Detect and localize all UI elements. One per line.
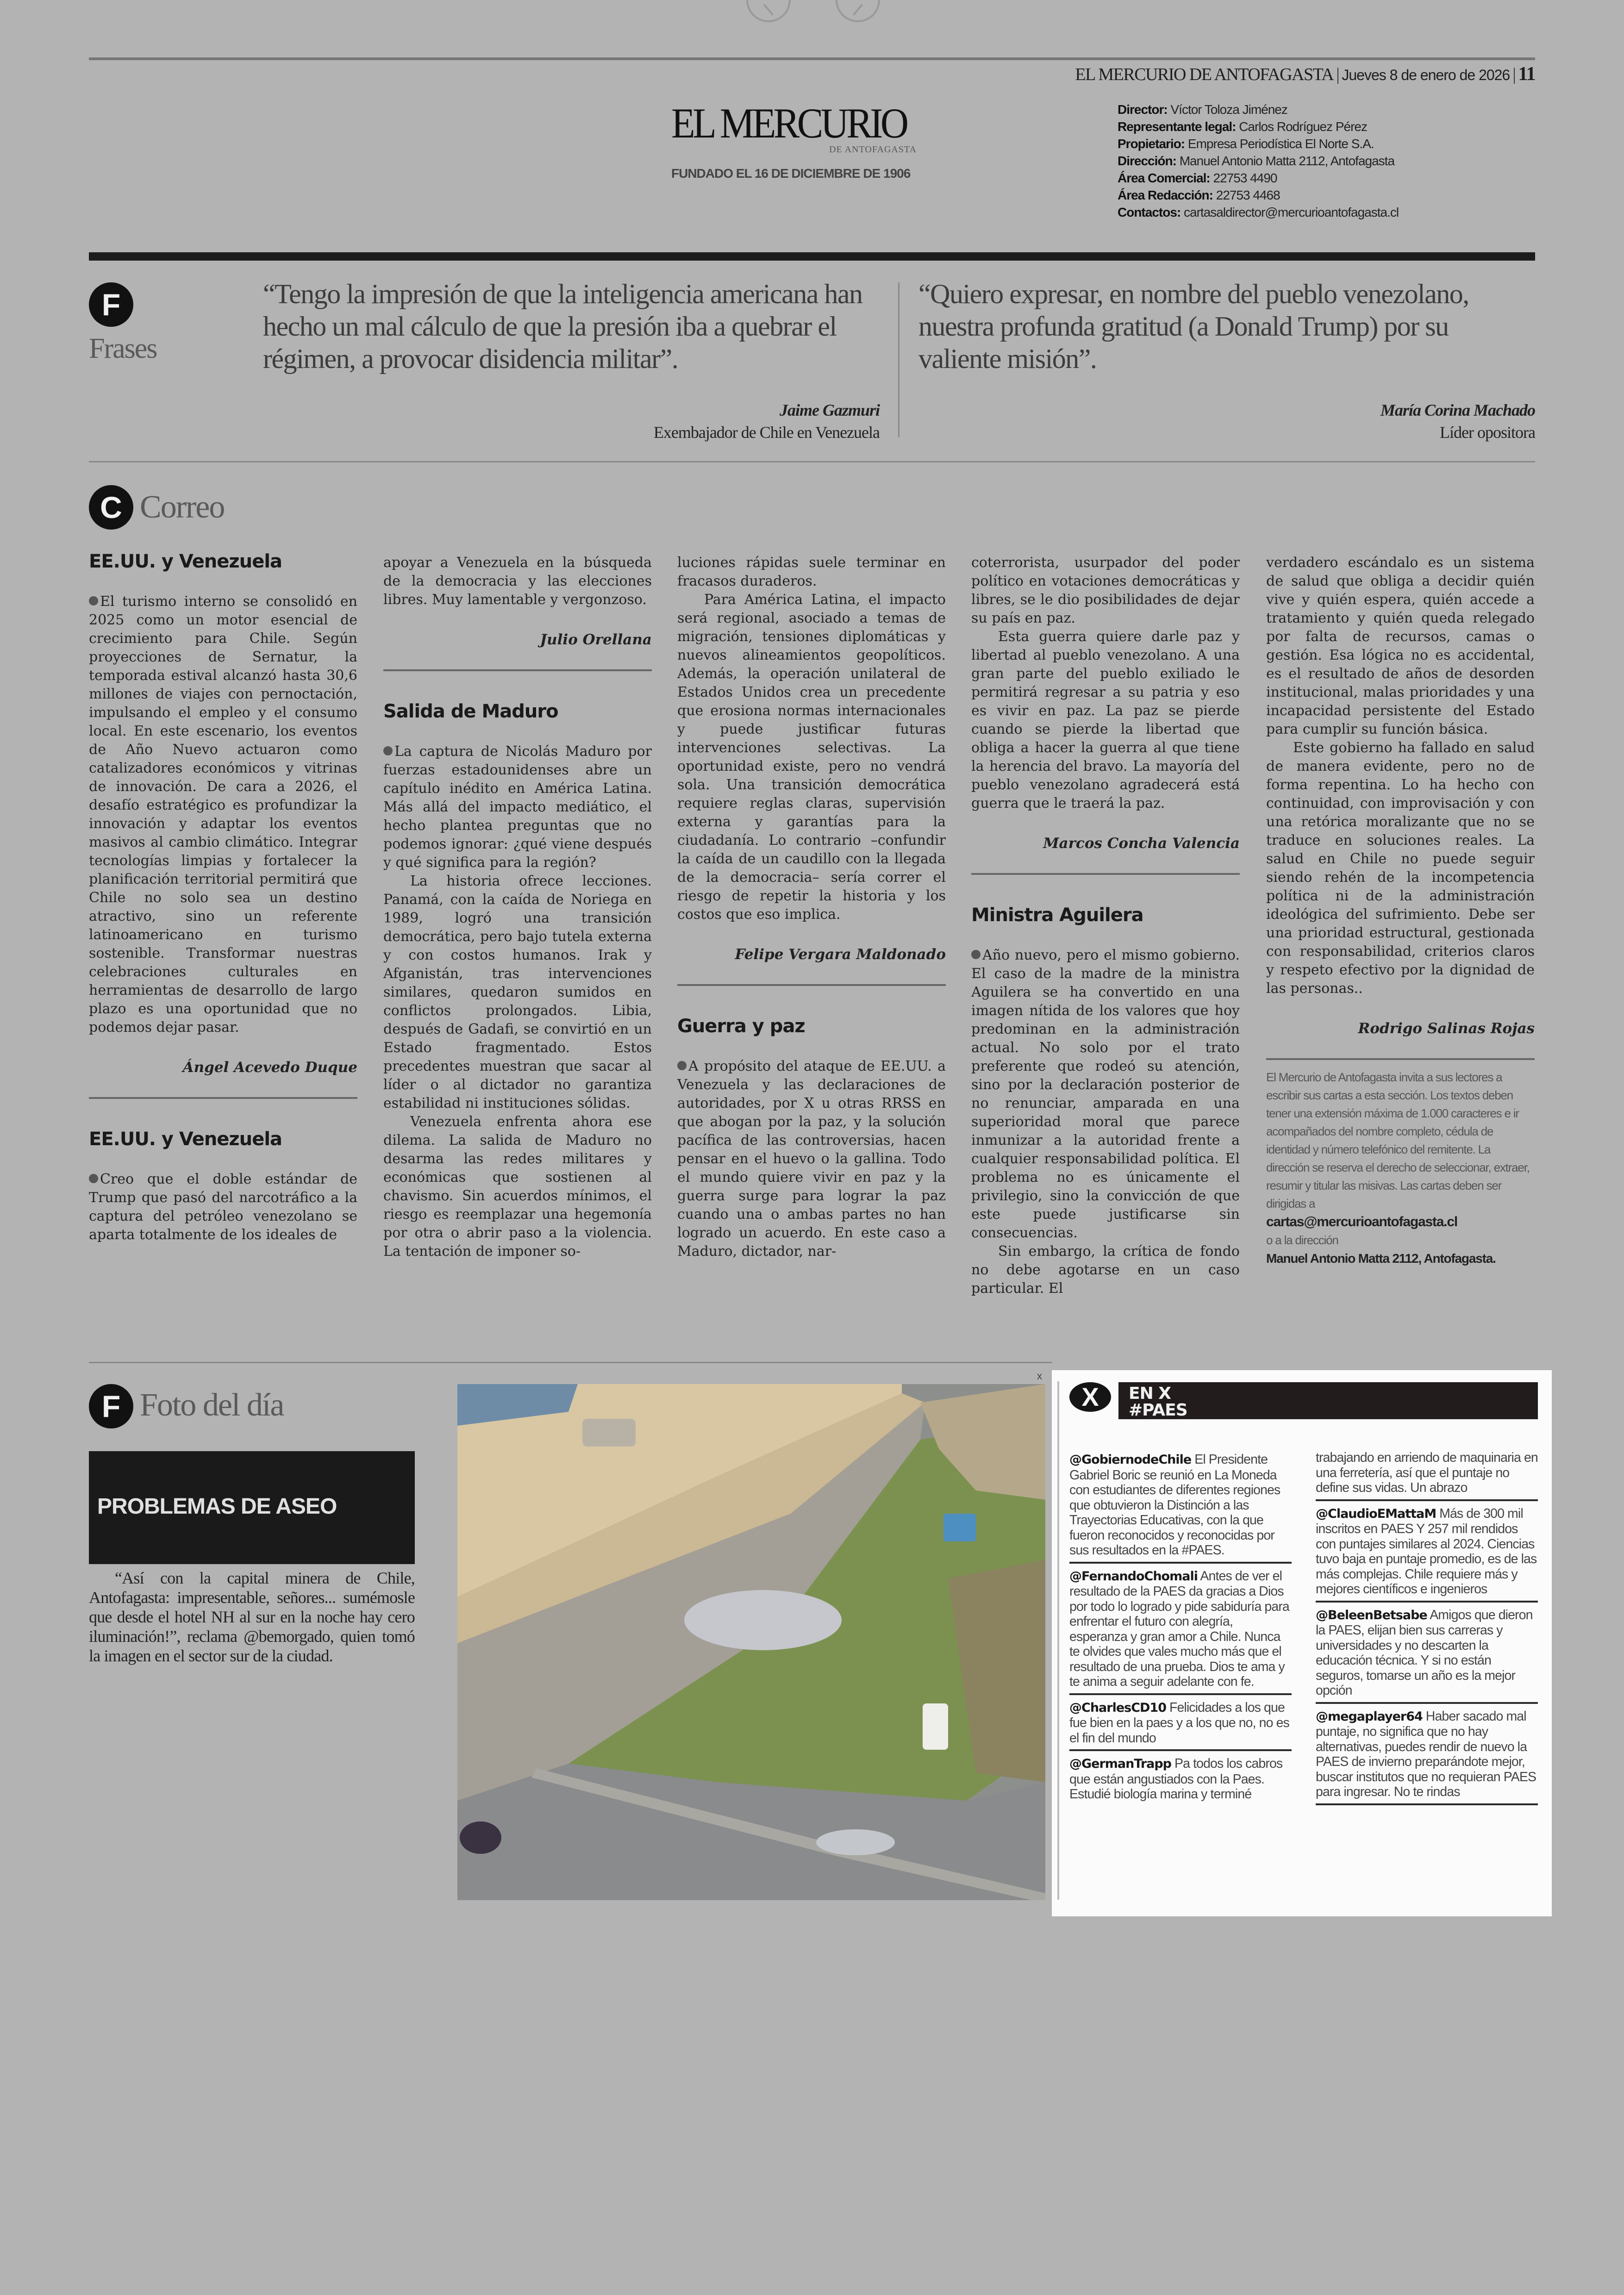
- section-divider: [89, 252, 1535, 261]
- folio: EL MERCURIO DE ANTOFAGASTA | Jueves 8 de enero de 2026 | 11: [1075, 63, 1535, 85]
- tweet-item: [1316, 1606, 1538, 1704]
- x-logo-icon: X: [1069, 1382, 1111, 1412]
- letter-heading: EE.UU. y Venezuela: [89, 1129, 282, 1150]
- panel-left-rule: [1057, 1381, 1059, 1900]
- quote-author: María Corina Machado: [1380, 401, 1535, 419]
- tweet-item: [1069, 1699, 1292, 1752]
- top-rule: [89, 57, 1535, 60]
- tweet-text: Pa todos los cabros que están angustiados con la Paes. Estudié biología marina y terminé: [1069, 1756, 1283, 1802]
- letter-body: Esta guerra quiere darle paz y libertad al pueblo venezolano. A una gran parte del pueblo exiliado le permitirá regresar a su patria y eso es vivir en paz. La paz se pierde cuando se pierde la libertad que obliga a hacer la guerra al que tiene la herencia del bravo. La mayoría del pueblo venezolano agradecerá está guerra que le traerá la paz.: [971, 629, 1240, 811]
- photo-caption: “Así con la capital minera de Chile, Antofagasta: impresentable, señores... sumémosle que desde el hotel NH al sur en la noche hay cero iluminación!”, reclama @bemorgado, quien tomó la imagen en el sector sur de la ciudad.: [89, 1569, 415, 1665]
- quote-attribution: [654, 399, 880, 443]
- tweet-item: [1069, 1451, 1292, 1564]
- letters-column-3: [677, 554, 946, 1261]
- letter-body: coterrorista, usurpador del poder político en votaciones democráticas y libres, se le dio posibilidades de dejar su país en paz.: [971, 555, 1240, 626]
- credit-director: Director: Víctor Toloza Jiménez: [1118, 102, 1287, 117]
- photo-headline-box: [89, 1451, 415, 1564]
- tweets-column-right: [1316, 1449, 1538, 1809]
- correo-section-title: Correo: [140, 489, 225, 525]
- letter-body: Este gobierno ha fallado en salud de manera evidente, pero no de forma repentina. Lo ha hecho con continuidad, con improvisación y con una retórica moralizante que no se traduce en soluciones reales. La salud en Chile no puede seguir siendo rehén de la incompetencia política ni de la administración ideológica del sufrimiento. Debe ser una prioridad estructural, gestionada con responsabilidad, criterios claros y respeto efectivo por la dignidad de las personas..: [1266, 740, 1535, 997]
- contact-email-link[interactable]: cartasaldirector@mercurioantofagasta.cl: [1184, 205, 1399, 219]
- letter-body: La historia ofrece lecciones. Panamá, con la caída de Noriega en 1989, logró una transición democrática, pero bajo tutela externa y con costos humanos. Irak y Afganistán, tras intervenciones similares, quedaron sumidos en conflictos prolongados. Libia, después de Gadafi, se convirtió en un Estado fragmentado. Estos precedentes muestran que sacar al líder o al dictador no garantiza estabilidad ni instituciones sólidas.: [383, 873, 652, 1111]
- letter-heading: Guerra y paz: [677, 1016, 805, 1037]
- letters-column-2: [383, 554, 652, 1261]
- tweet-item: [1316, 1708, 1538, 1805]
- correo-badge-icon: C: [89, 485, 133, 530]
- correo-bottom-rule: [89, 1362, 1052, 1363]
- tweet-handle[interactable]: @GobiernodeChile: [1069, 1453, 1192, 1467]
- page-number: 11: [1518, 63, 1535, 85]
- frases-bottom-rule: [89, 461, 1535, 462]
- letter-body: Año nuevo, pero el mismo gobierno. El caso de la madre de la ministra Aguilera se ha convertido en una imagen nítida de los valores que hoy predominan en la administración actual. No solo por el trato preferente que rodeó su atención, sino por la declaración posterior de no renunciar, amparada en una superioridad moral que parece inmunizar a la autoridad frente a cualquier responsabilidad política. El problema no es únicamente el privilegio, sino la convicción de que este puede justificarse sin consecuencias.: [971, 947, 1240, 1241]
- tweet-text: Haber sacado mal puntaje, no significa que no hay alternativas, puedes rendir de nuevo la PAES de invierno preparándote mejor, buscar institutos que no requieran PAES para ingresar. No te rindas: [1316, 1709, 1537, 1799]
- letter-signature: Rodrigo Salinas Rojas: [1358, 1020, 1535, 1037]
- letter-signature: Marcos Concha Valencia: [1043, 835, 1240, 852]
- letters-column-5: [1266, 554, 1535, 1268]
- tweet-handle[interactable]: @BeleenBetsabe: [1316, 1608, 1427, 1622]
- credit-commercial: Área Comercial: 22753 4490: [1118, 171, 1277, 185]
- quote-text: “Tengo la impresión de que la inteligencia americana han hecho un mal cálculo de que la presión iba a quebrar el régimen, a provocar disidencia militar”.: [263, 279, 862, 374]
- previous-page-button[interactable]: [746, 0, 791, 22]
- tweet-text: trabajando en arriendo de maquinaria en una ferretería, así que el puntaje no define sus vidas. Un abrazo: [1316, 1450, 1538, 1495]
- foto-section-title: Foto del día: [140, 1387, 284, 1423]
- tweet-handle[interactable]: @CharlesCD10: [1069, 1700, 1167, 1715]
- logo-subtitle: DE ANTOFAGASTA: [829, 144, 917, 155]
- credit-newsroom: Área Redacción: 22753 4468: [1118, 188, 1280, 202]
- credit-address: Dirección: Manuel Antonio Matta 2112, Antofagasta: [1118, 154, 1395, 168]
- quote-attribution: [1380, 399, 1535, 443]
- photo-of-the-day: [457, 1384, 1045, 1900]
- letter-heading: Salida de Maduro: [383, 701, 558, 722]
- newspaper-logo: EL MERCURIO: [671, 100, 906, 147]
- letter-signature: Felipe Vergara Maldonado: [735, 946, 946, 963]
- photo-headline: PROBLEMAS DE ASEO: [97, 1494, 337, 1519]
- tweet-text: Antes de ver el resultado de la PAES da gracias a Dios por todo lo logrado y pide sabiduría para enfrentar el futuro con alegría, esperanza y gran amor a Chile. Nunca te olvides que vales mucho más que el resultado de una prueba. Dios te ama y te anima a seguir adelante con fe.: [1069, 1568, 1289, 1689]
- letter-body: Venezuela enfrenta ahora ese dilema. La salida de Maduro no desarma las redes militares y económicas que sostienen al chavismo. Sin acuerdos mínimos, el riesgo es reemplazar una hegemonía por otra o abrir paso a la violencia. La tentación de imponer so-: [383, 1114, 652, 1260]
- bullet-icon: [89, 596, 98, 605]
- letter-body: El turismo interno se consolidó en 2025 como un motor esencial de crecimiento para Chile. Según proyecciones de Sernatur, la temporada estival alcanzó hasta 30,6 millones de viajes con pernoctación, impulsando el empleo y el consumo local. En este escenario, los eventos de Año Nuevo actuaron como catalizadores económicos y vitrinas de innovación. De cara a 2026, el desafío estratégico es profundizar la innovación y adaptar los eventos masivos al cambio climático. Integrar tecnologías limpias y fortalecer la planificación territorial permitirá que Chile no solo sea un destino atractivo, sino un referente latinoamericano en turismo sostenible. Transformar nuestras celebraciones culturales en herramientas de desarrollo de largo plazo es una oportunidad que no podemos dejar pasar.: [89, 593, 357, 1035]
- letter-divider: [971, 873, 1240, 875]
- frases-label: Frases: [89, 333, 157, 364]
- folio-date: Jueves 8 de enero de 2026: [1342, 67, 1510, 83]
- credit-owner: Propietario: Empresa Periodística El Norte S.A.: [1118, 137, 1374, 151]
- letter-divider: [677, 984, 946, 986]
- photo-illustration: [457, 1384, 1045, 1900]
- founded-line: FUNDADO EL 16 DE DICIEMBRE DE 1906: [671, 166, 911, 181]
- quote-text: “Quiero expresar, en nombre del pueblo venezolano, nuestra profunda gratitud (a Donald Trump) por su valiente misión”.: [918, 279, 1469, 374]
- letter-divider: [89, 1097, 357, 1099]
- close-icon[interactable]: x: [1037, 1370, 1042, 1382]
- quote-role: Exembajador de Chile en Venezuela: [653, 423, 880, 442]
- chevron-left-icon: [763, 4, 774, 16]
- quote-divider: [898, 282, 899, 437]
- credits-box: [1118, 101, 1399, 221]
- tweet-text: Amigos que dieron la PAES, elijan bien sus carreras y universidades y no descarten la educación técnica. Y si no están seguros, tomarse un año es la mejor opción: [1316, 1607, 1533, 1698]
- letter-heading: EE.UU. y Venezuela: [89, 551, 282, 572]
- masthead: [671, 102, 949, 181]
- tweets-column-left: [1069, 1451, 1292, 1809]
- letters-address: Manuel Antonio Matta 2112, Antofagasta.: [1266, 1251, 1496, 1266]
- letter-body: Sin embargo, la crítica de fondo no debe agotarse en un caso particular. El: [971, 1243, 1240, 1297]
- tweet-item: [1316, 1505, 1538, 1603]
- letters-submission-note: El Mercurio de Antofagasta invita a sus lectores a escribir sus cartas a esta sección. Los textos deben tener una extensión máxima de 1.000 caracteres e ir acompañados del nombre completo, cédula de identidad y número telefónico del remitente. La dirección se reserva el derecho de seleccionar, extraer, resumir y titular las misivas. Las cartas deben ser dirigidas a cartas@mercurioantofagasta.cl o a la dirección Manuel Antonio Matta 2112, Antofagasta.: [1266, 1070, 1530, 1266]
- letter-body: verdadero escándalo es un sistema de salud que obliga a decidir quién vive y quién espera, quién accede a tratamiento y quién queda relegado por falta de recursos, camas o gestión. Esa lógica no es accidental, es el resultado de años de desorden institucional, malas prioridades y una incapacidad persistente del Estado para cumplir su función básica.: [1266, 555, 1535, 737]
- tweet-text: Más de 300 mil inscritos en PAES Y 257 mil rendidos con puntajes similares al 2024. Ciencias tuvo baja en puntaje promedio, es de las más complejas. Chile requiere más y mejores científicos e ingenieros: [1316, 1506, 1537, 1597]
- letter-body: A propósito del ataque de EE.UU. a Venezuela y las declaraciones de autoridades, por X u otras RRSS en que abogan por la paz, y la solución pacífica de las controversias, hacen pensar en el huevo o la gallina. Todo el mundo quiere vivir en paz y la guerra surge para lograr la paz cuando una o ambas partes no han logrado un acuerdo. En este caso a Maduro, dictador, nar-: [677, 1058, 946, 1260]
- foto-badge-icon: F: [89, 1384, 133, 1428]
- letters-column-1: [89, 551, 357, 1244]
- chevron-right-icon: [853, 4, 863, 16]
- letter-body: Creo que el doble estándar de Trump que pasó del narcotráfico a la captura del petróleo venezolano se aparta totalmente de los ideales de: [89, 1171, 357, 1243]
- letter-divider: [1266, 1058, 1535, 1060]
- tweet-text: El Presidente Gabriel Boric se reunió en La Moneda con estudiantes de diferentes regiones que obtuvieron la Distinción a las Trayectorias Educativas, con la que fueron reconocidos y reconocidas por sus resultados en la #PAES.: [1069, 1452, 1280, 1558]
- letter-signature: Ángel Acevedo Duque: [182, 1059, 357, 1076]
- credit-contacts: Contactos: cartasaldirector@mercurioantofagasta.cl: [1118, 205, 1399, 219]
- en-x-header: [1118, 1382, 1538, 1419]
- tweet-handle[interactable]: @ClaudioEMattaM: [1316, 1506, 1437, 1521]
- bullet-icon: [971, 950, 981, 959]
- tweet-handle[interactable]: @GermanTrapp: [1069, 1757, 1172, 1771]
- quote-role: Líder opositora: [1440, 423, 1535, 442]
- folio-paper: EL MERCURIO DE ANTOFAGASTA: [1075, 65, 1334, 84]
- next-page-button[interactable]: [836, 0, 880, 22]
- letter-body: La captura de Nicolás Maduro por fuerzas estadounidenses abre un capítulo inédito en América Latina. Más allá del impacto mediático, el hecho plantea preguntas que no podemos ignorar: ¿qué viene después y qué significa para la región?: [383, 743, 652, 871]
- tweet-item: [1069, 1755, 1292, 1806]
- tweet-continuation: [1316, 1449, 1538, 1501]
- credit-legal-rep: Representante legal: Carlos Rodríguez Pérez: [1118, 119, 1368, 134]
- bullet-icon: [89, 1174, 98, 1183]
- tweet-text: Felicidades a los que fue bien en la paes y a los que no, no es el fin del mundo: [1069, 1700, 1289, 1746]
- letter-body: luciones rápidas suele terminar en fracasos duraderos.: [677, 555, 946, 589]
- tweet-item: [1069, 1567, 1292, 1695]
- frases-badge-icon: F: [89, 282, 133, 327]
- quote-author: Jaime Gazmuri: [779, 401, 880, 419]
- letters-column-4: [971, 554, 1240, 1298]
- letter-body: Para América Latina, el impacto será regional, asociado a temas de migración, tensiones diplomáticas y nuevos alineamientos geopolíticos. Además, la operación unilateral de Estados Unidos crea un precedente que erosiona normas internacionales y puede justificar futuras intervenciones selectivas. La oportunidad existe, pero no vendrá sola. Una transición democrática requiere reglas claras, supervisión externa y garantías para la ciudadanía. Lo contrario –confundir la caída de un caudillo con la llegada de la democracia– sería correr el riesgo de repetir la historia y los costos que eso implica.: [677, 592, 946, 923]
- letter-signature: Julio Orellana: [540, 631, 652, 648]
- letter-divider: [383, 669, 652, 671]
- en-x-title: EN X: [1129, 1384, 1171, 1403]
- letter-heading: Ministra Aguilera: [971, 904, 1143, 926]
- en-x-hashtag: #PAES: [1129, 1401, 1187, 1420]
- tweet-handle[interactable]: @megaplayer64: [1316, 1709, 1423, 1724]
- bullet-icon: [383, 746, 393, 755]
- letters-email-link[interactable]: cartas@mercurioantofagasta.cl: [1266, 1214, 1457, 1229]
- letter-body: apoyar a Venezuela en la búsqueda de la democracia y las elecciones libres. Muy lamentable y vergonzoso.: [383, 555, 652, 608]
- bullet-icon: [677, 1061, 687, 1070]
- tweet-handle[interactable]: @FernandoChomali: [1069, 1569, 1198, 1584]
